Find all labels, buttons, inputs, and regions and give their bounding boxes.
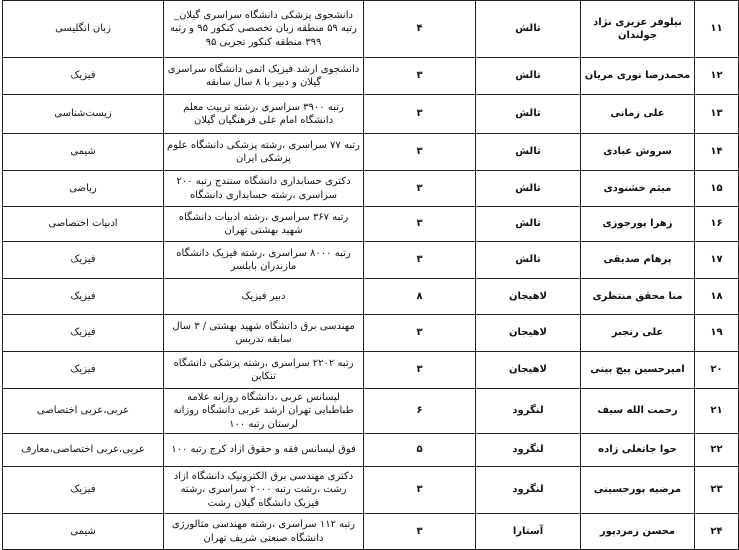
teacher-name: منا محقق منتظری [581,279,695,315]
description: دبیر فیزیک [164,279,364,315]
count: ۳ [364,58,476,95]
subject: ریاضی [3,171,164,207]
count: ۶ [364,389,476,434]
row-number: ۱۹ [695,315,739,352]
table-row [3,434,739,467]
subject: عربی،عربی اختصاصی [3,389,164,434]
description: دکتری حسابداری دانشگاه سنندج رتبه ۲۰۰ سراسری ،رشته حسابداری دانشگاه [164,171,364,207]
row-number: ۲۰ [695,352,739,389]
count: ۳ [364,315,476,352]
subject: فیزیک [3,467,164,514]
table-row [3,315,739,352]
teachers-table-body [3,1,739,550]
subject: فیزیک [3,58,164,95]
count: ۳ [364,134,476,171]
count: ۵ [364,434,476,467]
row-number: ۲۴ [695,514,739,550]
count: ۳ [364,242,476,279]
row-number: ۲۲ [695,434,739,467]
city: لاهیجان [476,352,581,389]
description: رتبه ۸۰۰۰ سراسری ،رشته فیزیک دانشگاه مازندران بابلسر [164,242,364,279]
table-row [3,242,739,279]
city: لاهیجان [476,279,581,315]
count: ۸ [364,279,476,315]
table-row [3,1,739,58]
row-number: ۲۳ [695,467,739,514]
city: لنگرود [476,467,581,514]
row-number: ۱۱ [695,1,739,58]
count: ۴ [364,1,476,58]
subject: شیمی [3,134,164,171]
teacher-name: مرضیه پورحسینی [581,467,695,514]
city: تالش [476,95,581,134]
subject: فیزیک [3,242,164,279]
teacher-name: زهرا پورجوزی [581,207,695,242]
teacher-name: محمدرضا نوری مریان [581,58,695,95]
count: ۳ [364,171,476,207]
teachers-table [2,0,739,550]
teacher-name: میثم خشنودی [581,171,695,207]
description: لیسانس عربی ،دانشگاه روزانه علامه طباطبایی تهران ارشد عربی دانشگاه روزانه لرستان رتبه ۱۰۰ [164,389,364,434]
subject: زبان انگلیسی [3,1,164,58]
teacher-name: علی زمانی [581,95,695,134]
count: ۳ [364,207,476,242]
city: لنگرود [476,389,581,434]
row-number: ۱۷ [695,242,739,279]
teacher-name: رحمت الله سیف [581,389,695,434]
description: فوق لیسانس فقه و حقوق ازاد کرج رتبه ۱۰۰ [164,434,364,467]
row-number: ۱۶ [695,207,739,242]
count: ۳ [364,352,476,389]
table-row [3,58,739,95]
teacher-name: سروش عبادی [581,134,695,171]
teacher-name: نیلوفر عزیزی نژاد جولندان [581,1,695,58]
city: لنگرود [476,434,581,467]
table-row [3,171,739,207]
subject: شیمی [3,514,164,550]
teacher-name: محسن زمردپور [581,514,695,550]
subject: فیزیک [3,315,164,352]
table-row [3,389,739,434]
row-number: ۱۵ [695,171,739,207]
subject: زیست‌شناسی [3,95,164,134]
row-number: ۲۱ [695,389,739,434]
description: دکتری مهندسی برق الکترونیک دانشگاه ازاد رشت ،رشت رتبه ۲۰۰۰ سراسری ،رشته فیزیک دانشگاه گیلان رشت [164,467,364,514]
city: لاهیجان [476,315,581,352]
description: دانشجوی ارشد فیزیک اتمی دانشگاه سراسری گیلان و دبیر با ۸ سال سابقه [164,58,364,95]
teacher-name: پرهام صدیقی [581,242,695,279]
teacher-name: حوا جاتعلی زاده [581,434,695,467]
city: تالش [476,207,581,242]
count: ۳ [364,467,476,514]
city: تالش [476,171,581,207]
city: تالش [476,242,581,279]
count: ۳ [364,514,476,550]
table-row [3,134,739,171]
subject: فیزیک [3,352,164,389]
subject: فیزیک [3,279,164,315]
table-row [3,95,739,134]
row-number: ۱۸ [695,279,739,315]
subject: عربی،عربی اختصاصی،معارف [3,434,164,467]
description: رتبه ۲۲۰۲ سراسری ،رشته پزشکی دانشگاه تنکابن [164,352,364,389]
description: رتبه ۳۹۰۰ سراسری ،رشته تربیت معلم دانشگاه امام علی فرهنگیان گیلان [164,95,364,134]
row-number: ۱۴ [695,134,739,171]
table-row [3,352,739,389]
table-row [3,207,739,242]
description: دانشجوی پزشکی دانشگاه سراسری گیلان_ رتبه ۵۹ منطقه زبان تخصصی کنکور ۹۵ و رتبه ۳۹۹ منطقه کنکور تجربی ۹۵ [164,1,364,58]
row-number: ۱۳ [695,95,739,134]
table-row [3,279,739,315]
city: تالش [476,1,581,58]
city: تالش [476,134,581,171]
description: رتبه ۱۱۲ سراسری ،رشته مهندسی متالورژی دانشگاه صنعتی شریف تهران [164,514,364,550]
subject: ادبیات اختصاصی [3,207,164,242]
city: آستارا [476,514,581,550]
description: مهندسی برق دانشگاه شهید بهشتی / ۳ سال سابقه تدریس [164,315,364,352]
table-row [3,514,739,550]
city: تالش [476,58,581,95]
teacher-name: علی رنجبر [581,315,695,352]
description: رتبه ۳۶۷ سراسری ،رشته ادبیات دانشگاه شهید بهشتی تهران [164,207,364,242]
table-row [3,467,739,514]
count: ۳ [364,95,476,134]
row-number: ۱۲ [695,58,739,95]
teacher-name: امیرحسین پیچ بینی [581,352,695,389]
description: رتبه ۷۷ سراسری ،رشته پزشکی دانشگاه علوم پزشکی ایران [164,134,364,171]
